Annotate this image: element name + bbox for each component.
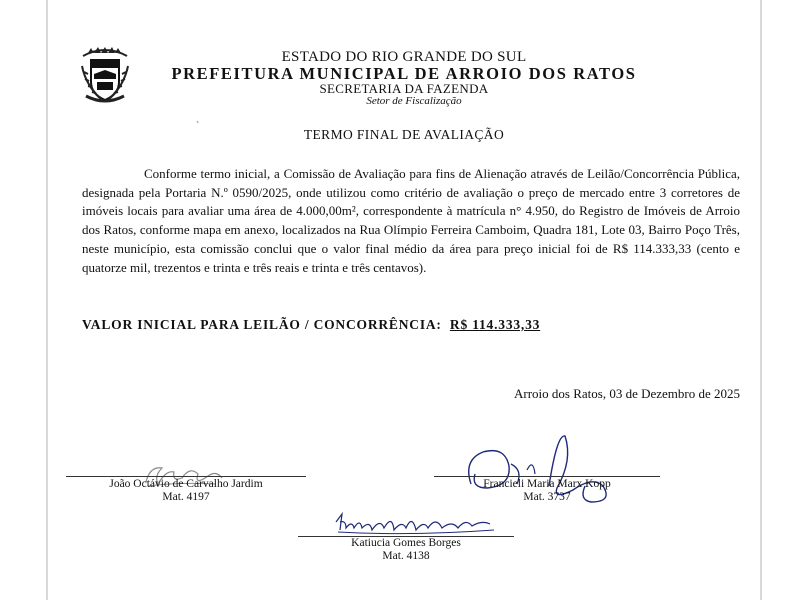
header-state: ESTADO DO RIO GRANDE DO SUL xyxy=(281,49,527,65)
place-date: Arroio dos Ratos, 03 de Dezembro de 2025 xyxy=(513,386,740,401)
header-secretaria: SECRETARIA DA FAZENDA xyxy=(319,81,489,96)
signer-mat-1: Mat. 4197 xyxy=(162,491,210,503)
signer-name-2: Francieli Maria Marx Kopp xyxy=(483,478,611,490)
signer-mat-3: Mat. 4138 xyxy=(382,550,430,562)
signature-line-1 xyxy=(66,476,306,477)
header-city: PREFEITURA MUNICIPAL DE ARROIO DOS RATOS xyxy=(171,64,637,83)
stray-mark-icon: ˋ xyxy=(196,121,200,132)
document-page xyxy=(48,0,760,600)
signature-block-2 xyxy=(434,478,660,504)
signer-name-3: Katiucia Gomes Borges xyxy=(351,537,461,549)
signature-block-1 xyxy=(66,478,306,504)
valor-amount: R$ 114.333,33 xyxy=(449,317,541,332)
signature-block-3 xyxy=(298,537,514,563)
valor-label: VALOR INICIAL PARA LEILÃO / CONCORRÊNCIA: xyxy=(82,317,442,332)
signer-mat-2: Mat. 3737 xyxy=(523,491,571,503)
signer-name-1: João Octávio de Carvalho Jardim xyxy=(109,478,263,490)
header-setor: Setor de Fiscalização xyxy=(366,95,462,107)
signature-line-2 xyxy=(434,476,660,477)
document-title: TERMO FINAL DE AVALIAÇÃO xyxy=(303,127,505,142)
valor-inicial xyxy=(82,317,540,333)
body-paragraph: Conforme termo inicial, a Comissão de Avaliação para fins de Alienação através de Leilão/Concorrência Pública, designada pela Portaria N.º 0590/2025, onde utilizou como critério de avaliação o preço de mercado entre 3 corretores de imóveis locais para avaliar uma área de 4.000,00m², correspondente à matrícula n° 4.950, do Registro de Imóveis de Arroio dos Ratos, conforme mapa em anexo, localizados na Rua Olímpio Ferreira Camboim, Quadra 181, Lote 03, Bairro Poço Três, neste município, esta comissão conclui que o valor final médio da área para preço inicial foi de R$ 114.333,33 (cento e quatorze mil, trezentos e trinta e três reais e trinta e três centavos). xyxy=(82,166,740,275)
